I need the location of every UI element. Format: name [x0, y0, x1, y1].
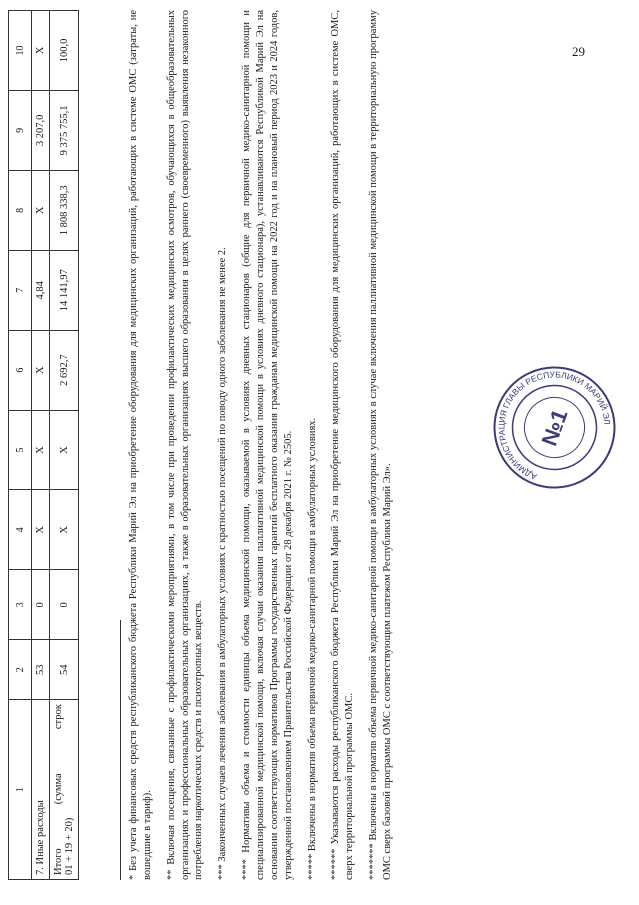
- footnotes: [120, 10, 405, 880]
- row-label: [50, 700, 79, 880]
- table-cell: 4,84: [32, 250, 50, 330]
- seal-outer-text: АДМИНИСТРАЦИЯ ГЛАВЫ РЕСПУБЛИКИ МАРИЙ ЭЛ: [496, 369, 613, 482]
- row-label-part: Итого: [53, 848, 64, 875]
- table-cell: 2 692,7: [50, 330, 79, 410]
- column-number: 3: [9, 570, 32, 640]
- seal-number: №1: [536, 405, 573, 450]
- table-cell: 0: [32, 570, 50, 640]
- footnote: *** Законченных случаев лечения заболевания в амбулаторных условиях с кратностью посещений по поводу одного заболевания не менее 2.: [217, 247, 229, 880]
- table-cell: 3 207,0: [32, 90, 50, 170]
- table-cell: Х: [32, 410, 50, 490]
- footnote: ***** Включены в норматив объема первичной медико-санитарной помощи в амбулаторных условиях.: [306, 417, 318, 880]
- row-label-part: строк: [53, 704, 64, 730]
- row-label-part: (сумма: [53, 773, 64, 805]
- row-label: 7. Иные расходы: [32, 700, 50, 880]
- page-number: 29: [572, 44, 585, 59]
- table-cell: Х: [32, 170, 50, 250]
- table-cell: 14 141,97: [50, 250, 79, 330]
- footnote: ******* Включены в норматив объема первичной медико-санитарной помощи в амбулаторных условиях в случае включения паллиативной медицинской помощи в территориальную программу ОМС сверх базовой программы ОМС с соответствующим платежом Республики Марий Эл».: [368, 10, 394, 880]
- column-number: 1: [9, 700, 32, 880]
- column-number: 10: [9, 11, 32, 91]
- table-cell: 53: [32, 640, 50, 700]
- table-cell: 54: [50, 640, 79, 700]
- table-cell: 9 375 755,1: [50, 90, 79, 170]
- table-cell: 100,0: [50, 11, 79, 91]
- table-cell: 1 808 338,3: [50, 170, 79, 250]
- column-number: 7: [9, 250, 32, 330]
- column-number: 6: [9, 330, 32, 410]
- table-header-row: [9, 11, 32, 880]
- footnote: **** Нормативы объема и стоимости единицы объема медицинской помощи, оказываемой в условиях дневных стационаров (общие для первичной медико-санитарной помощи и специализированной медицинской помощи, включая случаи оказания паллиативной медицинской помощи в условиях дневного стационара), устанавливаются Республикой Марий Эл на основании соответствующих нормативов Программы государственных гарантий бесплатного оказания гражданам медицинской помощи на 2022 год и на плановый период 2023 и 2024 годов, утвержденной постановлением Правительства Российской Федерации от 28 декабря 2021 г. № 2505.: [241, 10, 294, 880]
- summary-table: [8, 10, 79, 880]
- table-cell: Х: [32, 490, 50, 570]
- table-row: [32, 11, 50, 880]
- footnote-separator: [120, 620, 121, 880]
- table-cell: 0: [50, 570, 79, 640]
- table-cell: Х: [32, 11, 50, 91]
- official-seal: [492, 365, 617, 490]
- table-cell: Х: [50, 490, 79, 570]
- footnote: ** Включая посещения, связанные с профилактическими мероприятиями, в том числе при проведении профилактических медицинских осмотров, обучающихся в общеобразовательных организациях и профессиональных образовательных организациях, а также в образовательных организациях высшего образования в целях раннего (своевременного) выявления незаконного потребления наркотических средств и психотропных веществ.: [165, 10, 205, 880]
- footnote: ****** Указываются расходы республиканского бюджета Республики Марий Эл на приобретение медицинского оборудования для медицинских организаций, работающих в системе ОМС, сверх территориальной программы ОМС.: [330, 10, 356, 880]
- table-cell: Х: [32, 330, 50, 410]
- table-row: [50, 11, 79, 880]
- column-number: 5: [9, 410, 32, 490]
- table-cell: Х: [50, 410, 79, 490]
- column-number: 2: [9, 640, 32, 700]
- column-number: 4: [9, 490, 32, 570]
- row-label-part: 01 + 19 + 20): [64, 817, 75, 875]
- footnote: * Без учета финансовых средств республиканского бюджета Республики Марий Эл на приобретение оборудования для медицинских организаций, работающих в системе ОМС (затраты, не вошедшие в тариф).: [128, 10, 153, 880]
- column-number: 9: [9, 90, 32, 170]
- column-number: 8: [9, 170, 32, 250]
